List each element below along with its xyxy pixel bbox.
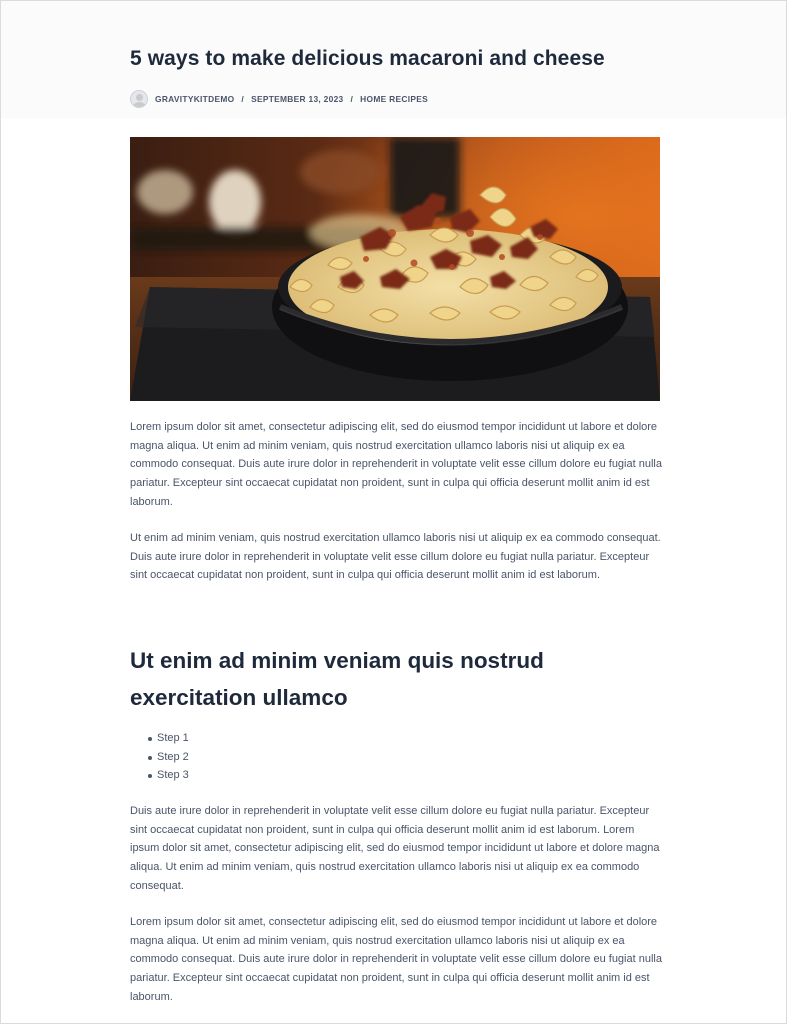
steps-list (157, 729, 189, 785)
mac-and-cheese-photo (130, 137, 660, 401)
list-item: Step 2 (157, 748, 189, 767)
avatar-body-shape (133, 102, 146, 108)
body-paragraph: Duis aute irure dolor in reprehenderit in voluptate velit esse cillum dolore eu fugiat nulla pariatur. Excepteur sint occaecat cupidatat non proident, sunt in culpa qui officia deserunt mollit anim id est laborum. Lorem ipsum dolor sit amet, consectetur adipiscing elit, sed do eiusmod tempor incididunt ut labore et dolore magna aliqua. Ut enim ad minim veniam, quis nostrud exercitation ullamco laboris nisi ut aliquip ex ea commodo consequat. (130, 805, 660, 892)
body-paragraph: Ut enim ad minim veniam, quis nostrud exercitation ullamco laboris nisi ut aliquip ex ea commodo consequat. Duis aute irure dolor in reprehenderit in voluptate velit esse cillum dolore eu fugiat nulla pariatur. Excepteur sint occaecat cupidatat non proident, sunt in culpa qui officia deserunt mollit anim id est laborum. (130, 532, 661, 582)
body-paragraph: Lorem ipsum dolor sit amet, consectetur adipiscing elit, sed do eiusmod tempor incididunt ut labore et dolore magna aliqua. Ut enim ad minim veniam, quis nostrud exercitation ullamco laboris nisi ut aliquip ex ea commodo consequat. Duis aute irure dolor in reprehenderit in voluptate velit esse cillum dolore eu fugiat nulla pariatur. Excepteur sint occaecat cupidatat non proident, sunt in culpa qui officia deserunt mollit anim id est laborum. (130, 916, 662, 1003)
post-title: 5 ways to make delicious macaroni and cheese (130, 47, 605, 70)
post-date-link[interactable]: SEPTEMBER 13, 2023 (251, 94, 344, 104)
section-heading: Ut enim ad minim veniam quis nostrud exercitation ullamco (130, 648, 544, 710)
list-item: Step 1 (157, 729, 189, 748)
featured-image (130, 137, 660, 401)
meta-separator: / (350, 94, 354, 104)
author-avatar[interactable] (130, 90, 148, 108)
meta-separator: / (241, 94, 245, 104)
body-paragraph: Lorem ipsum dolor sit amet, consectetur adipiscing elit, sed do eiusmod tempor incididunt ut labore et dolore magna aliqua. Ut enim ad minim veniam, quis nostrud exercitation ullamco laboris nisi ut aliquip ex ea commodo consequat. Duis aute irure dolor in reprehenderit in voluptate velit esse cillum dolore eu fugiat nulla pariatur. Excepteur sint occaecat cupidatat non proident, sunt in culpa qui officia deserunt mollit anim id est laborum. (130, 421, 662, 508)
category-link[interactable]: HOME RECIPES (360, 94, 428, 104)
author-link[interactable]: GRAVITYKITDEMO (155, 94, 235, 104)
post-meta (130, 89, 428, 109)
list-item: Step 3 (157, 766, 189, 785)
avatar-head-shape (136, 94, 143, 101)
